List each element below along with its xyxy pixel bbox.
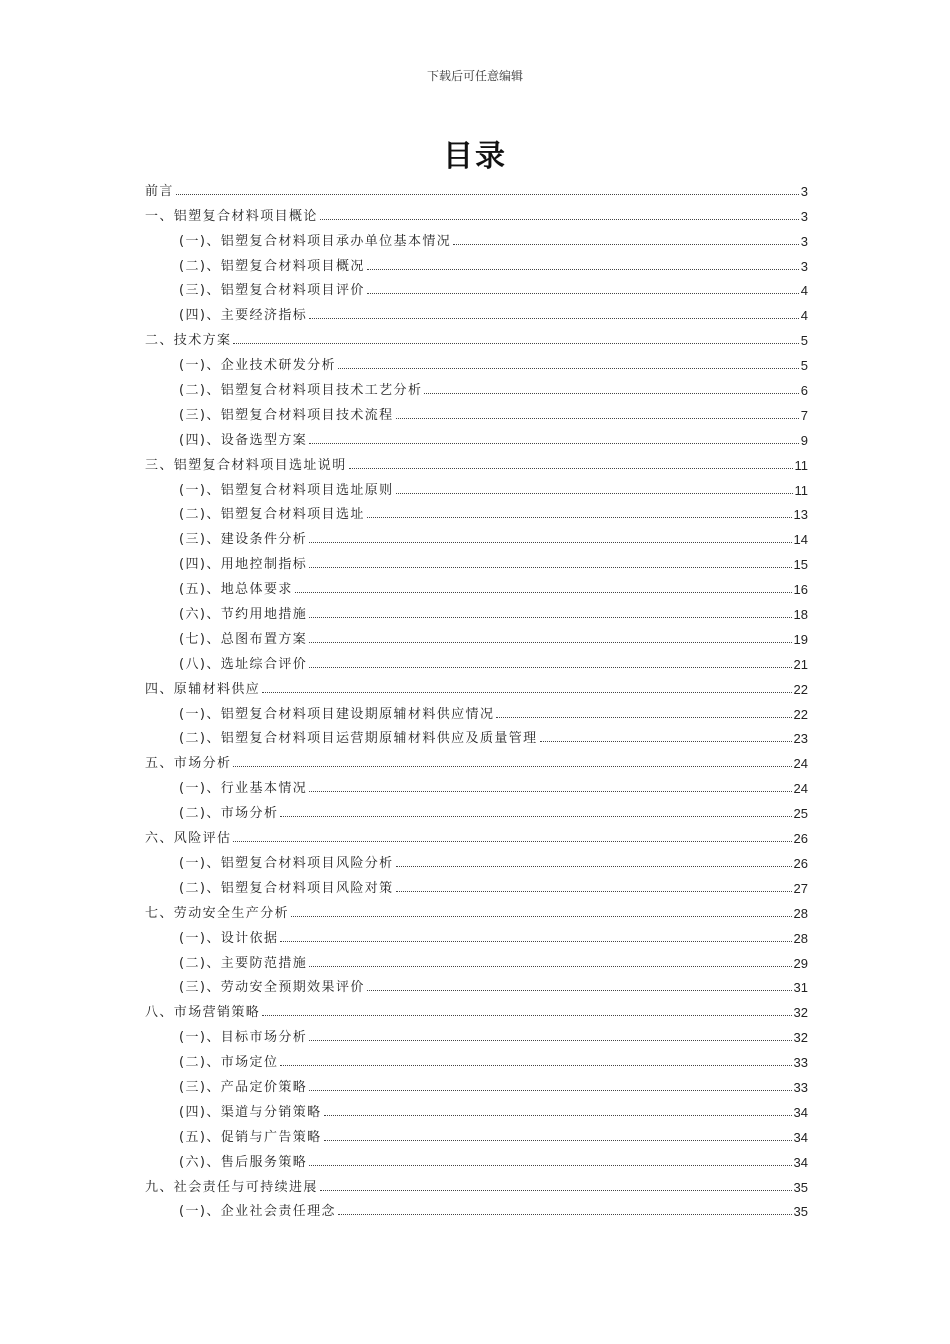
- toc-entry-text: (一)、设计依据: [179, 930, 279, 946]
- toc-entry-page: 23: [793, 731, 808, 747]
- toc-entry-page: 22: [793, 706, 808, 722]
- toc-dot-leader: [367, 517, 792, 518]
- toc-dot-leader: [309, 1165, 791, 1166]
- toc-entry-text: (二)、铝塑复合材料项目运营期原辅材料供应及质量管理: [179, 731, 538, 747]
- toc-entry[interactable]: [145, 498, 808, 523]
- toc-dot-leader: [309, 791, 791, 792]
- toc-entry-page: 15: [793, 557, 808, 573]
- toc-dot-leader: [453, 244, 799, 245]
- toc-entry-text: (一)、铝塑复合材料项目风险分析: [179, 855, 394, 871]
- toc-entry-page: 28: [793, 930, 808, 946]
- toc-entry[interactable]: [145, 821, 808, 846]
- toc-entry-text: (二)、铝塑复合材料项目技术工艺分析: [179, 383, 423, 399]
- toc-dot-leader: [349, 468, 793, 469]
- toc-dot-leader: [367, 990, 792, 991]
- toc-entry[interactable]: [145, 871, 808, 896]
- toc-entry-text: (四)、设备选型方案: [179, 432, 308, 448]
- toc-entry[interactable]: [145, 1120, 808, 1145]
- toc-entry[interactable]: [145, 1170, 808, 1195]
- toc-entry[interactable]: [145, 373, 808, 398]
- toc-entry-text: 三、铝塑复合材料项目选址说明: [145, 457, 347, 473]
- toc-entry-text: 一、铝塑复合材料项目概论: [145, 208, 318, 224]
- toc-entry-page: 22: [793, 681, 808, 697]
- toc-dot-leader: [309, 443, 799, 444]
- table-of-contents: [145, 174, 808, 1219]
- toc-entry-page: 11: [794, 482, 808, 498]
- toc-entry[interactable]: [145, 572, 808, 597]
- toc-dot-leader: [396, 891, 792, 892]
- toc-entry-page: 18: [793, 607, 808, 623]
- toc-entry-text: (二)、市场分析: [179, 806, 279, 822]
- toc-entry[interactable]: [145, 846, 808, 871]
- toc-entry[interactable]: [145, 697, 808, 722]
- toc-entry-page: 33: [793, 1055, 808, 1071]
- toc-entry-page: 3: [800, 208, 808, 224]
- toc-entry[interactable]: [145, 348, 808, 373]
- toc-entry[interactable]: [145, 199, 808, 224]
- toc-entry[interactable]: [145, 298, 808, 323]
- toc-entry[interactable]: [145, 771, 808, 796]
- toc-entry-text: (七)、总图布置方案: [179, 631, 308, 647]
- toc-dot-leader: [324, 1115, 792, 1116]
- toc-entry-page: 34: [793, 1129, 808, 1145]
- toc-entry-text: (一)、铝塑复合材料项目建设期原辅材料供应情况: [179, 706, 495, 722]
- toc-entry[interactable]: [145, 722, 808, 747]
- toc-dot-leader: [320, 1190, 792, 1191]
- toc-entry-page: 33: [793, 1079, 808, 1095]
- toc-entry-text: (二)、铝塑复合材料项目选址: [179, 507, 365, 523]
- toc-entry-page: 5: [800, 333, 808, 349]
- toc-entry[interactable]: [145, 473, 808, 498]
- toc-dot-leader: [262, 1015, 791, 1016]
- toc-entry-page: 35: [793, 1204, 808, 1220]
- toc-dot-leader: [396, 866, 792, 867]
- toc-dot-leader: [338, 1214, 792, 1215]
- toc-entry-page: 6: [800, 383, 808, 399]
- toc-dot-leader: [309, 667, 791, 668]
- toc-entry-page: 26: [793, 831, 808, 847]
- toc-entry-text: (三)、铝塑复合材料项目技术流程: [179, 407, 394, 423]
- toc-entry-text: (一)、企业技术研发分析: [179, 358, 336, 374]
- toc-entry-page: 25: [793, 806, 808, 822]
- toc-dot-leader: [280, 1065, 791, 1066]
- toc-dot-leader: [338, 368, 799, 369]
- toc-entry[interactable]: [145, 448, 808, 473]
- toc-entry-page: 24: [793, 781, 808, 797]
- toc-entry[interactable]: [145, 1095, 808, 1120]
- toc-dot-leader: [309, 567, 791, 568]
- toc-entry-page: 3: [800, 233, 808, 249]
- toc-entry-page: 21: [793, 656, 808, 672]
- toc-entry-text: (一)、行业基本情况: [179, 781, 308, 797]
- toc-dot-leader: [233, 841, 791, 842]
- toc-entry-page: 27: [793, 880, 808, 896]
- toc-entry-page: 34: [793, 1154, 808, 1170]
- toc-entry-text: (三)、建设条件分析: [179, 532, 308, 548]
- toc-dot-leader: [424, 393, 798, 394]
- toc-dot-leader: [280, 816, 791, 817]
- toc-entry[interactable]: [145, 597, 808, 622]
- toc-entry[interactable]: [145, 896, 808, 921]
- toc-entry-text: (六)、售后服务策略: [179, 1154, 308, 1170]
- toc-entry[interactable]: [145, 1195, 808, 1220]
- toc-dot-leader: [176, 194, 799, 195]
- toc-entry-page: 24: [793, 756, 808, 772]
- toc-entry-page: 32: [793, 1030, 808, 1046]
- toc-entry-text: (四)、渠道与分销策略: [179, 1104, 322, 1120]
- toc-entry-text: (二)、铝塑复合材料项目风险对策: [179, 880, 394, 896]
- toc-dot-leader: [367, 293, 799, 294]
- toc-dot-leader: [367, 269, 799, 270]
- toc-entry-page: 34: [793, 1104, 808, 1120]
- toc-entry-page: 3: [800, 258, 808, 274]
- toc-entry-page: 4: [800, 308, 808, 324]
- toc-entry-text: 四、原辅材料供应: [145, 681, 261, 697]
- toc-entry-page: 31: [793, 980, 808, 996]
- toc-entry[interactable]: [145, 796, 808, 821]
- toc-entry[interactable]: [145, 995, 808, 1020]
- toc-entry-text: (一)、铝塑复合材料项目选址原则: [179, 482, 394, 498]
- toc-entry-page: 35: [793, 1179, 808, 1195]
- toc-entry-text: (八)、选址综合评价: [179, 656, 308, 672]
- toc-entry[interactable]: [145, 174, 808, 199]
- toc-entry[interactable]: [145, 274, 808, 299]
- toc-entry[interactable]: [145, 547, 808, 572]
- toc-dot-leader: [291, 916, 792, 917]
- toc-entry[interactable]: [145, 323, 808, 348]
- toc-dot-leader: [320, 219, 799, 220]
- toc-entry-page: 26: [793, 855, 808, 871]
- toc-entry-text: (四)、主要经济指标: [179, 308, 308, 324]
- toc-entry-text: (三)、劳动安全预期效果评价: [179, 980, 365, 996]
- toc-entry[interactable]: [145, 249, 808, 274]
- toc-entry-text: (五)、促销与广告策略: [179, 1129, 322, 1145]
- toc-entry[interactable]: [145, 921, 808, 946]
- toc-entry-text: (二)、市场定位: [179, 1055, 279, 1071]
- toc-entry-page: 5: [800, 358, 808, 374]
- toc-entry-text: (四)、用地控制指标: [179, 557, 308, 573]
- toc-entry-page: 14: [793, 532, 808, 548]
- toc-entry-text: (一)、铝塑复合材料项目承办单位基本情况: [179, 233, 452, 249]
- toc-entry-text: (二)、主要防范措施: [179, 955, 308, 971]
- toc-dot-leader: [309, 542, 791, 543]
- toc-dot-leader: [280, 941, 791, 942]
- toc-entry[interactable]: [145, 423, 808, 448]
- toc-entry-text: (一)、目标市场分析: [179, 1030, 308, 1046]
- toc-dot-leader: [324, 1140, 792, 1141]
- toc-entry[interactable]: [145, 224, 808, 249]
- toc-entry[interactable]: [145, 622, 808, 647]
- toc-dot-leader: [309, 1040, 791, 1041]
- toc-entry[interactable]: [145, 1045, 808, 1070]
- toc-dot-leader: [309, 1090, 791, 1091]
- toc-entry-page: 32: [793, 1005, 808, 1021]
- toc-dot-leader: [309, 318, 799, 319]
- toc-entry-text: 六、风险评估: [145, 831, 232, 847]
- toc-entry-text: (五)、地总体要求: [179, 582, 293, 598]
- toc-dot-leader: [262, 692, 791, 693]
- toc-entry-page: 29: [793, 955, 808, 971]
- toc-entry-text: 五、市场分析: [145, 756, 232, 772]
- toc-entry-page: 16: [793, 582, 808, 598]
- toc-entry[interactable]: [145, 1020, 808, 1045]
- header-note: 下载后可任意编辑: [426, 69, 523, 83]
- toc-entry[interactable]: [145, 946, 808, 971]
- toc-entry-text: (三)、产品定价策略: [179, 1079, 308, 1095]
- toc-entry[interactable]: [145, 746, 808, 771]
- toc-title: 目录: [443, 139, 507, 174]
- toc-entry-page: 4: [800, 283, 808, 299]
- toc-entry-text: 九、社会责任与可持续进展: [145, 1179, 318, 1195]
- toc-entry-page: 3: [800, 183, 808, 199]
- toc-entry-text: 八、市场营销策略: [145, 1005, 261, 1021]
- toc-dot-leader: [309, 617, 791, 618]
- toc-entry-page: 11: [794, 457, 808, 473]
- toc-entry-page: 7: [800, 407, 808, 423]
- toc-dot-leader: [233, 343, 798, 344]
- toc-entry-text: (一)、企业社会责任理念: [179, 1204, 336, 1220]
- toc-entry[interactable]: [145, 971, 808, 996]
- toc-entry[interactable]: [145, 647, 808, 672]
- toc-dot-leader: [309, 642, 791, 643]
- toc-entry-page: 9: [800, 432, 808, 448]
- toc-dot-leader: [396, 418, 799, 419]
- toc-entry[interactable]: [145, 672, 808, 697]
- toc-entry-text: (六)、节约用地措施: [179, 607, 308, 623]
- toc-dot-leader: [233, 766, 791, 767]
- toc-entry-text: (三)、铝塑复合材料项目评价: [179, 283, 365, 299]
- toc-entry-text: 二、技术方案: [145, 333, 232, 349]
- toc-entry[interactable]: [145, 1145, 808, 1170]
- toc-dot-leader: [540, 741, 792, 742]
- toc-entry-page: 28: [793, 905, 808, 921]
- toc-dot-leader: [396, 493, 793, 494]
- toc-entry[interactable]: [145, 1070, 808, 1095]
- toc-dot-leader: [295, 592, 792, 593]
- toc-entry-text: (二)、铝塑复合材料项目概况: [179, 258, 365, 274]
- toc-entry-page: 19: [793, 631, 808, 647]
- toc-entry-text: 七、劳动安全生产分析: [145, 905, 290, 921]
- toc-dot-leader: [496, 717, 791, 718]
- toc-entry[interactable]: [145, 398, 808, 423]
- toc-entry-text: 前言: [145, 183, 174, 199]
- toc-dot-leader: [309, 966, 791, 967]
- toc-entry[interactable]: [145, 522, 808, 547]
- toc-entry-page: 13: [793, 507, 808, 523]
